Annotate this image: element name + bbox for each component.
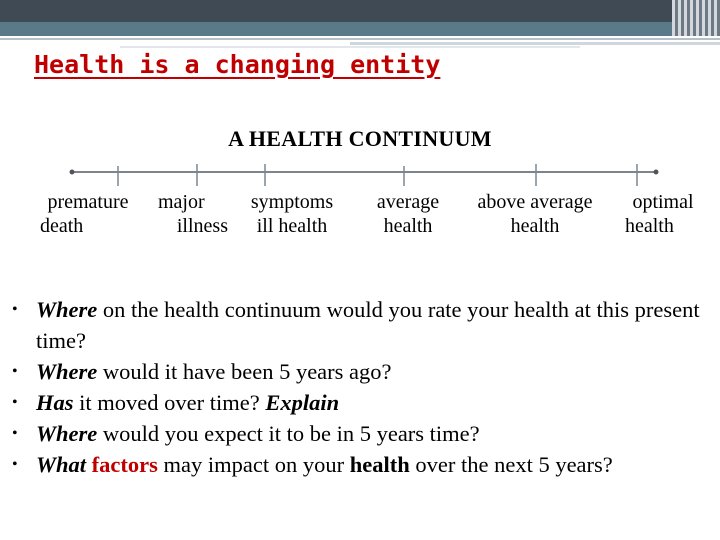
continuum-heading: A HEALTH CONTINUUM	[228, 126, 492, 151]
continuum-axis	[0, 0, 720, 200]
continuum-label: above average health	[477, 191, 593, 237]
list-item: • What factors may impact on your health over the next 5 years?	[12, 449, 717, 480]
bullet-icon: •	[12, 425, 18, 442]
list-item: • Has it moved over time? Explain	[12, 387, 717, 418]
bullet-icon: •	[12, 456, 18, 473]
list-item: • Where would it have been 5 years ago?	[12, 356, 717, 387]
continuum-label: premature death	[40, 191, 129, 237]
list-item: • Where would you expect it to be in 5 years time?	[12, 418, 717, 449]
question-list	[12, 294, 717, 480]
continuum-label: average health	[376, 191, 440, 237]
bullet-icon: •	[12, 363, 18, 380]
slide-title: Health is a changing entity	[34, 50, 441, 79]
bullet-icon: •	[12, 394, 18, 411]
continuum-label: symptoms ill health	[250, 191, 334, 237]
continuum-label: major illness	[158, 191, 228, 237]
continuum-end-left	[70, 170, 75, 175]
bullet-icon: •	[12, 301, 18, 318]
continuum-end-right	[654, 170, 659, 175]
continuum-label: optimal health	[625, 191, 694, 237]
list-item: • Where on the health continuum would you rate your health at this present time?	[12, 294, 717, 356]
